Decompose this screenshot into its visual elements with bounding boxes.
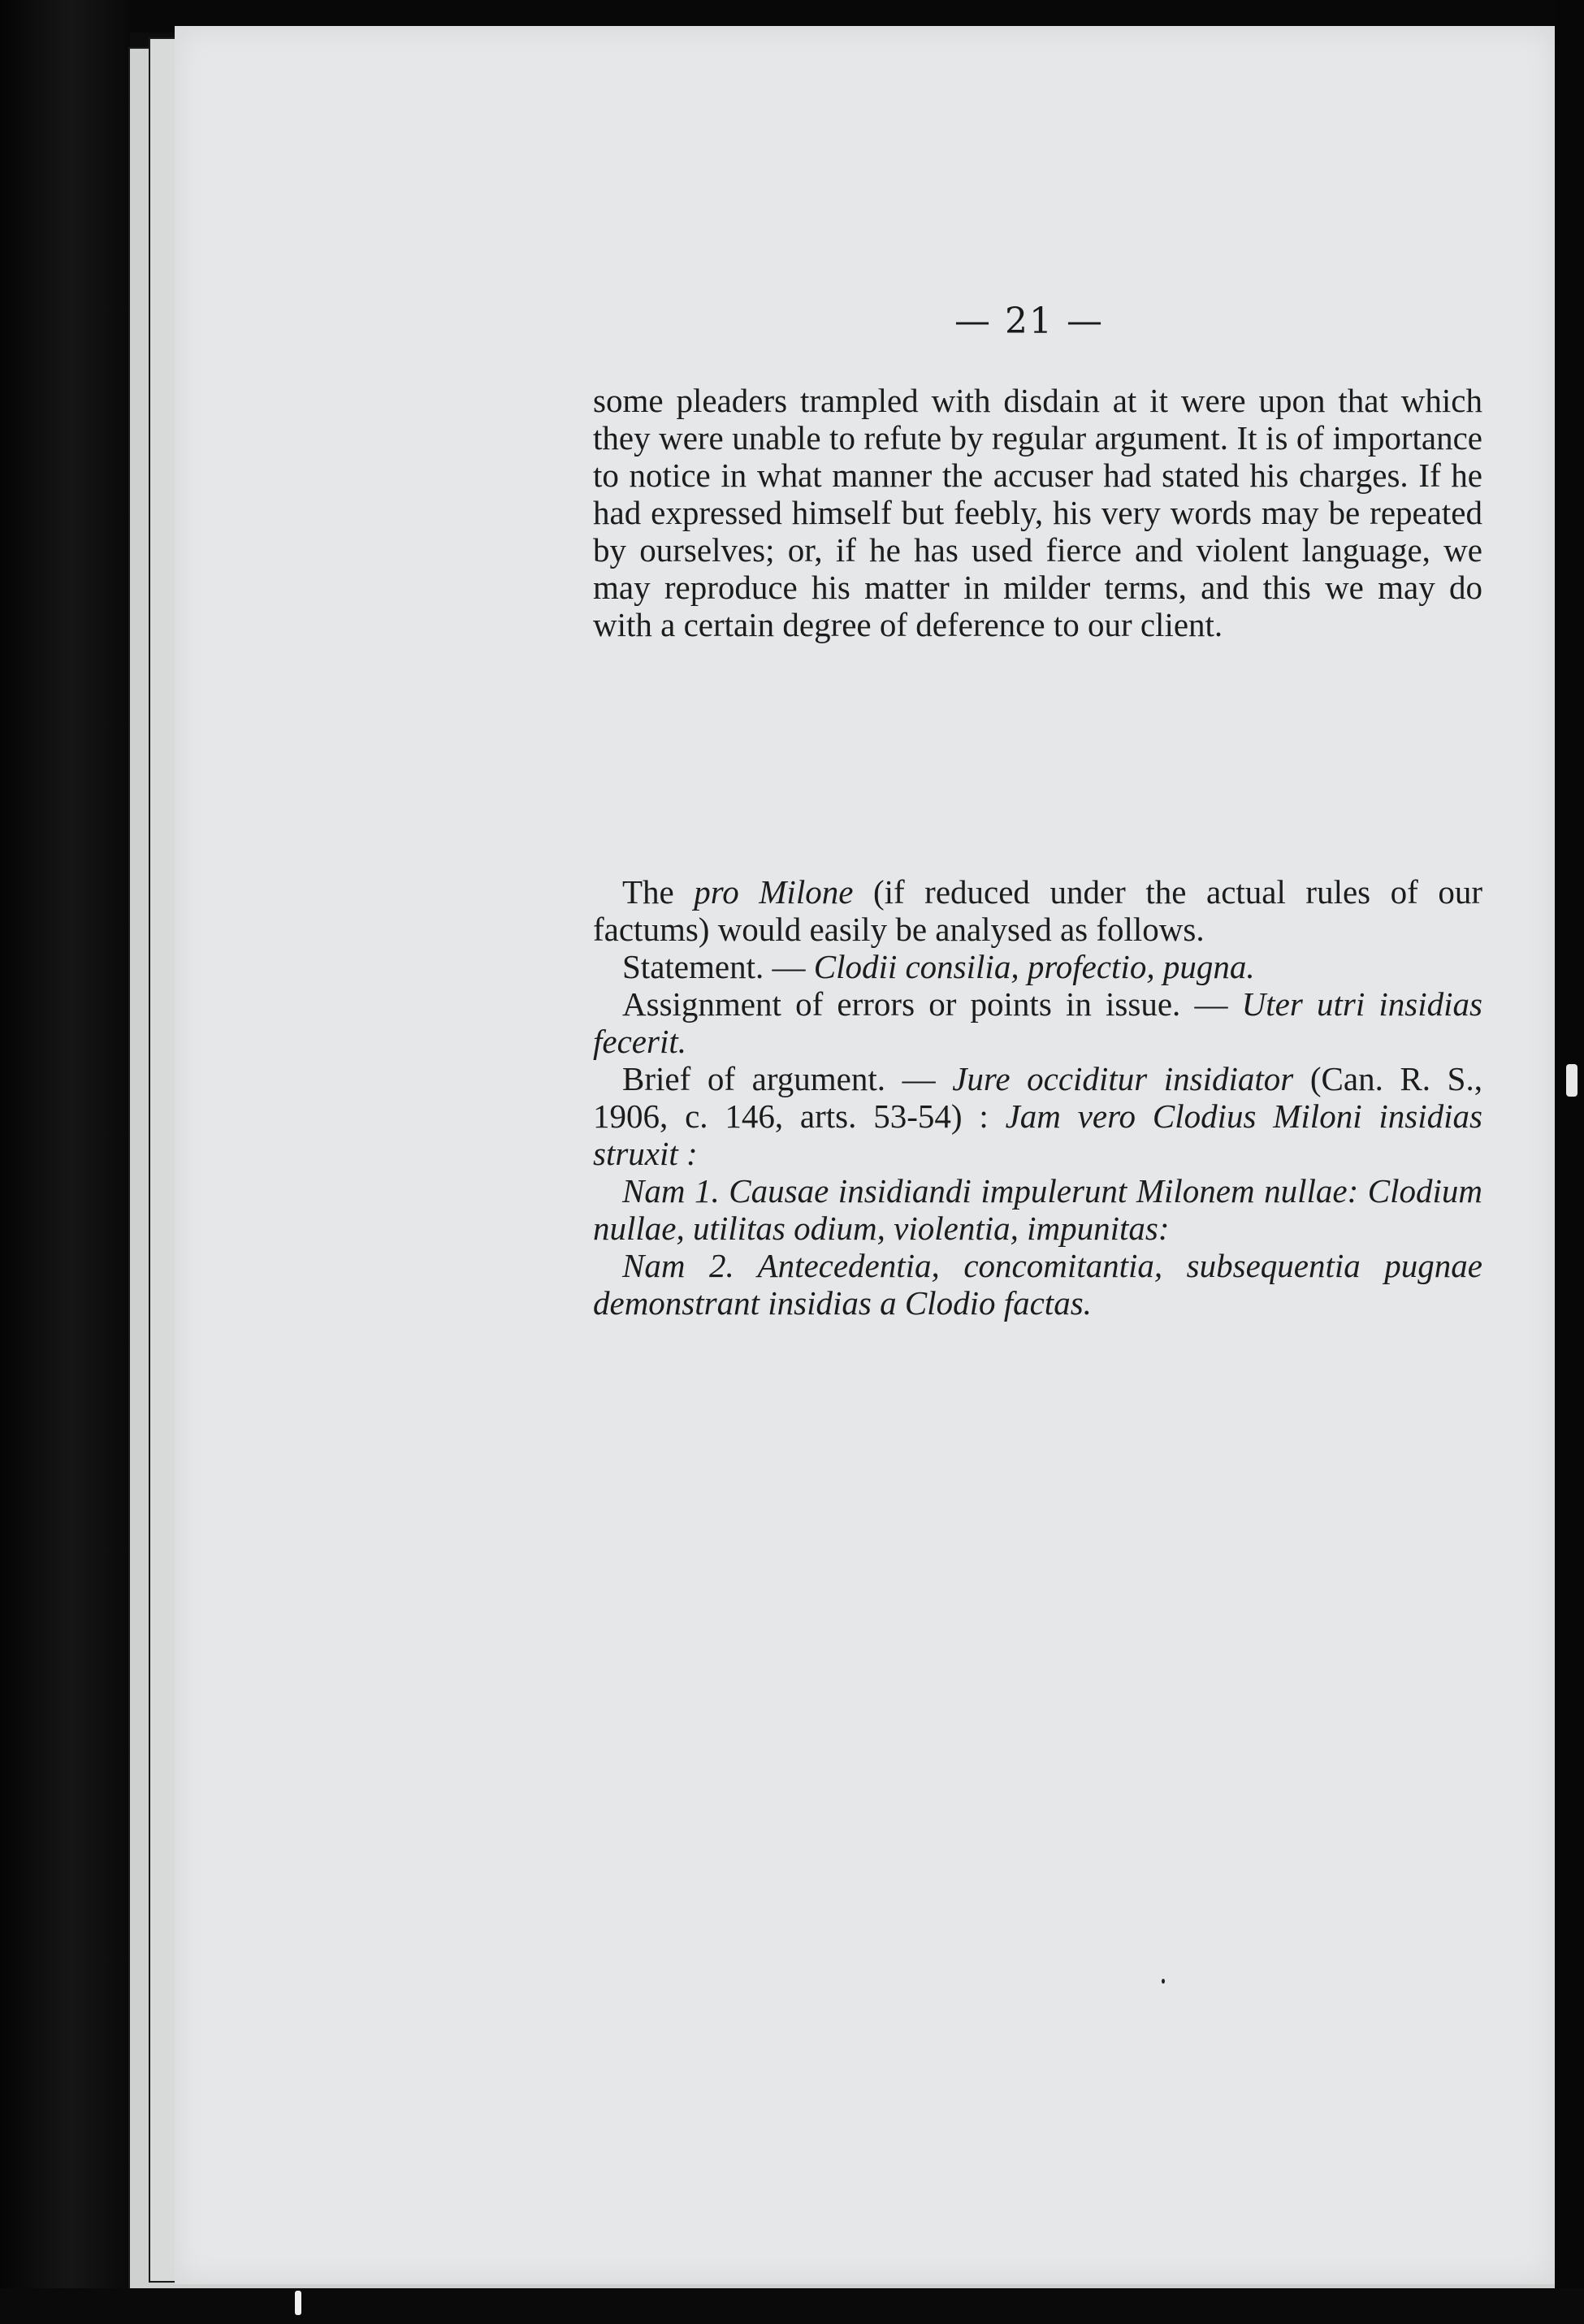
page-number: — 21 — bbox=[954, 301, 1104, 342]
scan-speck bbox=[1162, 1979, 1165, 1984]
statement-text: Clodii consilia, profectio, pugna. bbox=[813, 948, 1255, 985]
nam-1-line: Nam 1. Causae insidiandi impulerunt Milonem nullae: Clodium nullae, utilitas odium, violentia, impunitas: bbox=[593, 1172, 1482, 1247]
scan-right-border bbox=[1555, 0, 1584, 2324]
paragraph-body: some pleaders trampled with disdain at it were upon that which they were unable to refute by regular argument. It is of importance to notice in what manner the accuser had stated his charges. If he had expressed himself but feebly, his very words may be repeated by ourselves; or, if he has used fierce and violent language, we may reproduce his matter in milder terms, and this we may do with a certain degree of deference to our client. bbox=[593, 382, 1482, 643]
analysis-intro bbox=[593, 873, 1482, 948]
scan-bottom-border bbox=[0, 2288, 1584, 2324]
statement-line bbox=[593, 948, 1482, 985]
intro-text: The bbox=[622, 873, 695, 911]
nam-2-line: Nam 2. Antecedentia, concomitantia, subsequentia pugnae demonstrant insidias a Clodio factas. bbox=[593, 1247, 1482, 1322]
assignment-text: Uter utri insidias fecerit. bbox=[593, 985, 1482, 1060]
scan-speck bbox=[1566, 1064, 1578, 1097]
brief-line bbox=[593, 1060, 1482, 1172]
brief-latin-continued: Jam vero Clodius Miloni insidias struxit : bbox=[593, 1097, 1483, 1172]
statement-label: Statement. — bbox=[622, 948, 814, 985]
brief-label: Brief of argument. — bbox=[622, 1060, 953, 1097]
intro-text-continued: (if reduced under the actual rules of our factums) would easily be analysed as follows. bbox=[593, 873, 1482, 948]
book-spine-edge bbox=[0, 0, 130, 2324]
brief-reference: (Can. R. S., 1906, c. 146, arts. 53-54) : bbox=[593, 1060, 1482, 1135]
intro-title: pro Milone bbox=[694, 873, 854, 911]
scan-speck bbox=[295, 2291, 301, 2315]
analysis-section bbox=[593, 873, 1482, 1322]
assignment-label: Assignment of errors or points in issue. — bbox=[622, 985, 1242, 1023]
brief-latin: Jure occiditur insidiator bbox=[952, 1060, 1294, 1097]
assignment-line bbox=[593, 985, 1482, 1060]
